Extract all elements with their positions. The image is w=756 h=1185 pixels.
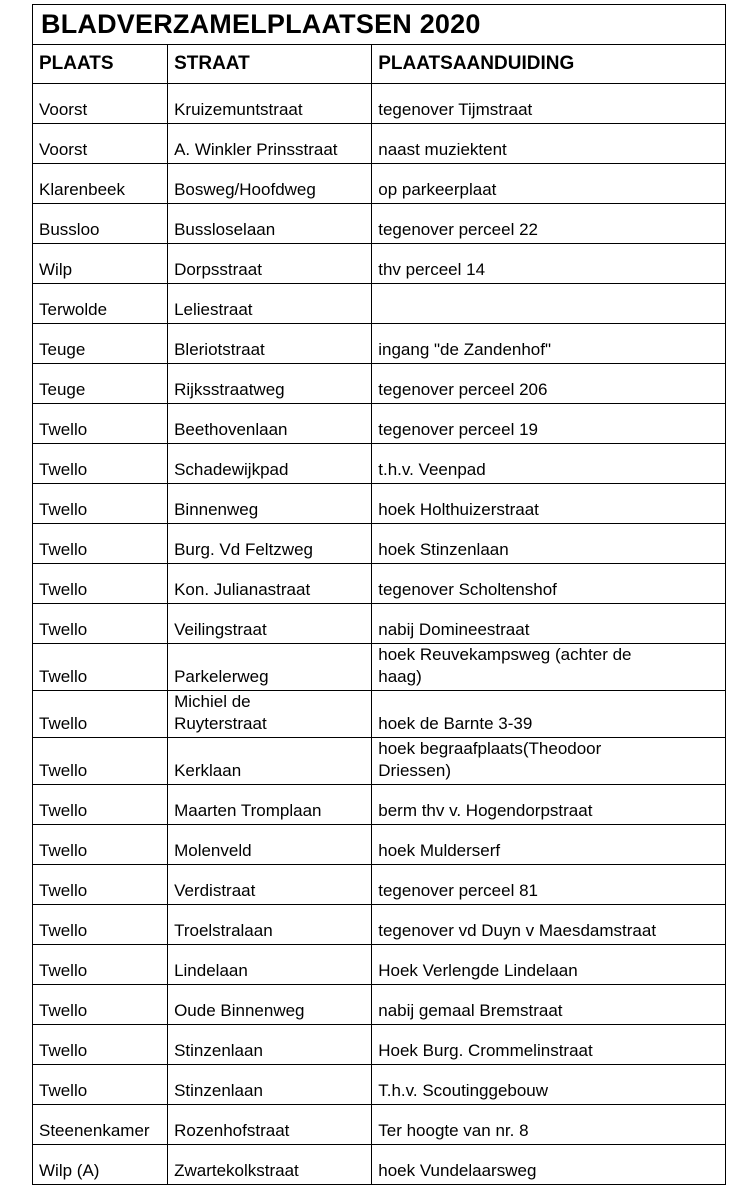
- straat-cell: Veilingstraat: [168, 604, 372, 644]
- plaatsaanduiding-cell: naast muziektent: [372, 124, 726, 164]
- table-row: [33, 1065, 726, 1105]
- table-row: [33, 524, 726, 564]
- straat-cell: Bleriotstraat: [168, 324, 372, 364]
- straat-cell: Rozenhofstraat: [168, 1105, 372, 1145]
- table-row: [33, 124, 726, 164]
- straat-cell: Zwartekolkstraat: [168, 1145, 372, 1185]
- straat-cell: Dorpsstraat: [168, 244, 372, 284]
- plaats-cell: Twello: [33, 1065, 168, 1105]
- plaats-cell: Voorst: [33, 124, 168, 164]
- plaats-cell: Twello: [33, 905, 168, 945]
- plaatsaanduiding-cell: hoek begraafplaats(Theodoor Driessen): [372, 738, 726, 785]
- straat-cell: Troelstralaan: [168, 905, 372, 945]
- straat-cell: A. Winkler Prinsstraat: [168, 124, 372, 164]
- plaats-cell: Twello: [33, 985, 168, 1025]
- header-row: [33, 45, 726, 84]
- plaatsaanduiding-cell: t.h.v. Veenpad: [372, 444, 726, 484]
- column-header-straat: STRAAT: [168, 45, 372, 84]
- table-row: [33, 484, 726, 524]
- plaatsaanduiding-cell: berm thv v. Hogendorpstraat: [372, 785, 726, 825]
- column-header-plaatsaanduiding: PLAATSAANDUIDING: [372, 45, 726, 84]
- table-row: [33, 564, 726, 604]
- plaatsaanduiding-cell: hoek Mulderserf: [372, 825, 726, 865]
- straat-cell: Bussloselaan: [168, 204, 372, 244]
- plaats-cell: Twello: [33, 1025, 168, 1065]
- straat-cell: Michiel de Ruyterstraat: [168, 691, 372, 738]
- table-row: [33, 364, 726, 404]
- table-row: [33, 1105, 726, 1145]
- plaats-cell: Teuge: [33, 324, 168, 364]
- plaats-cell: Wilp: [33, 244, 168, 284]
- table-row: [33, 785, 726, 825]
- plaatsaanduiding-cell: hoek de Barnte 3-39: [372, 691, 726, 738]
- straat-cell: Schadewijkpad: [168, 444, 372, 484]
- plaatsaanduiding-cell: hoek Stinzenlaan: [372, 524, 726, 564]
- plaats-cell: Bussloo: [33, 204, 168, 244]
- plaatsaanduiding-cell: tegenover Scholtenshof: [372, 564, 726, 604]
- plaats-cell: Voorst: [33, 84, 168, 124]
- plaatsaanduiding-cell: T.h.v. Scoutinggebouw: [372, 1065, 726, 1105]
- straat-cell: Kon. Julianastraat: [168, 564, 372, 604]
- plaatsaanduiding-cell: Hoek Burg. Crommelinstraat: [372, 1025, 726, 1065]
- straat-cell: Maarten Tromplaan: [168, 785, 372, 825]
- straat-cell: Leliestraat: [168, 284, 372, 324]
- straat-cell: Stinzenlaan: [168, 1025, 372, 1065]
- table-row: [33, 865, 726, 905]
- straat-cell: Verdistraat: [168, 865, 372, 905]
- straat-cell: Beethovenlaan: [168, 404, 372, 444]
- table-row: [33, 84, 726, 124]
- plaats-cell: Twello: [33, 691, 168, 738]
- plaats-cell: Twello: [33, 785, 168, 825]
- straat-cell: Binnenweg: [168, 484, 372, 524]
- table-row: [33, 284, 726, 324]
- plaats-cell: Twello: [33, 865, 168, 905]
- plaatsaanduiding-cell: tegenover perceel 206: [372, 364, 726, 404]
- straat-cell: Molenveld: [168, 825, 372, 865]
- table-row: [33, 644, 726, 691]
- table-row: [33, 324, 726, 364]
- plaatsaanduiding-cell: tegenover perceel 22: [372, 204, 726, 244]
- plaats-cell: Teuge: [33, 364, 168, 404]
- plaats-cell: Twello: [33, 444, 168, 484]
- table-row: [33, 691, 726, 738]
- table-row: [33, 204, 726, 244]
- plaatsaanduiding-cell: tegenover vd Duyn v Maesdamstraat: [372, 905, 726, 945]
- plaats-cell: Terwolde: [33, 284, 168, 324]
- plaatsaanduiding-cell: [372, 284, 726, 324]
- plaatsaanduiding-cell: tegenover perceel 19: [372, 404, 726, 444]
- plaats-cell: Twello: [33, 404, 168, 444]
- straat-cell: Kruizemuntstraat: [168, 84, 372, 124]
- table-row: [33, 945, 726, 985]
- table-row: [33, 404, 726, 444]
- straat-cell: Lindelaan: [168, 945, 372, 985]
- table-row: [33, 905, 726, 945]
- plaats-cell: Twello: [33, 484, 168, 524]
- table-row: [33, 444, 726, 484]
- table-row: [33, 985, 726, 1025]
- column-header-plaats: PLAATS: [33, 45, 168, 84]
- plaats-cell: Twello: [33, 604, 168, 644]
- table-row: [33, 1145, 726, 1185]
- plaatsaanduiding-cell: op parkeerplaat: [372, 164, 726, 204]
- plaats-cell: Twello: [33, 644, 168, 691]
- plaats-cell: Twello: [33, 825, 168, 865]
- document-title: BLADVERZAMELPLAATSEN 2020: [33, 5, 726, 45]
- document-sheet: [32, 4, 726, 1185]
- table-row: [33, 1025, 726, 1065]
- plaats-cell: Twello: [33, 524, 168, 564]
- plaats-cell: Klarenbeek: [33, 164, 168, 204]
- plaatsaanduiding-cell: hoek Vundelaarsweg: [372, 1145, 726, 1185]
- plaatsaanduiding-cell: Hoek Verlengde Lindelaan: [372, 945, 726, 985]
- plaatsaanduiding-cell: tegenover perceel 81: [372, 865, 726, 905]
- plaatsaanduiding-cell: hoek Holthuizerstraat: [372, 484, 726, 524]
- table-row: [33, 604, 726, 644]
- table-row: [33, 738, 726, 785]
- plaats-cell: Wilp (A): [33, 1145, 168, 1185]
- title-row: [33, 5, 726, 45]
- plaatsaanduiding-cell: thv perceel 14: [372, 244, 726, 284]
- plaats-cell: Twello: [33, 945, 168, 985]
- plaats-cell: Twello: [33, 564, 168, 604]
- straat-cell: Parkelerweg: [168, 644, 372, 691]
- straat-cell: Stinzenlaan: [168, 1065, 372, 1105]
- straat-cell: Rijksstraatweg: [168, 364, 372, 404]
- straat-cell: Burg. Vd Feltzweg: [168, 524, 372, 564]
- plaatsaanduiding-cell: tegenover Tijmstraat: [372, 84, 726, 124]
- table-row: [33, 825, 726, 865]
- plaats-cell: Twello: [33, 738, 168, 785]
- plaatsaanduiding-cell: ingang "de Zandenhof": [372, 324, 726, 364]
- table-row: [33, 244, 726, 284]
- table-row: [33, 164, 726, 204]
- plaatsaanduiding-cell: nabij gemaal Bremstraat: [372, 985, 726, 1025]
- straat-cell: Bosweg/Hoofdweg: [168, 164, 372, 204]
- plaatsaanduiding-cell: hoek Reuvekampsweg (achter de haag): [372, 644, 726, 691]
- straat-cell: Oude Binnenweg: [168, 985, 372, 1025]
- plaatsaanduiding-cell: Ter hoogte van nr. 8: [372, 1105, 726, 1145]
- plaats-cell: Steenenkamer: [33, 1105, 168, 1145]
- straat-cell: Kerklaan: [168, 738, 372, 785]
- plaatsaanduiding-cell: nabij Domineestraat: [372, 604, 726, 644]
- collection-points-table: [32, 4, 726, 1185]
